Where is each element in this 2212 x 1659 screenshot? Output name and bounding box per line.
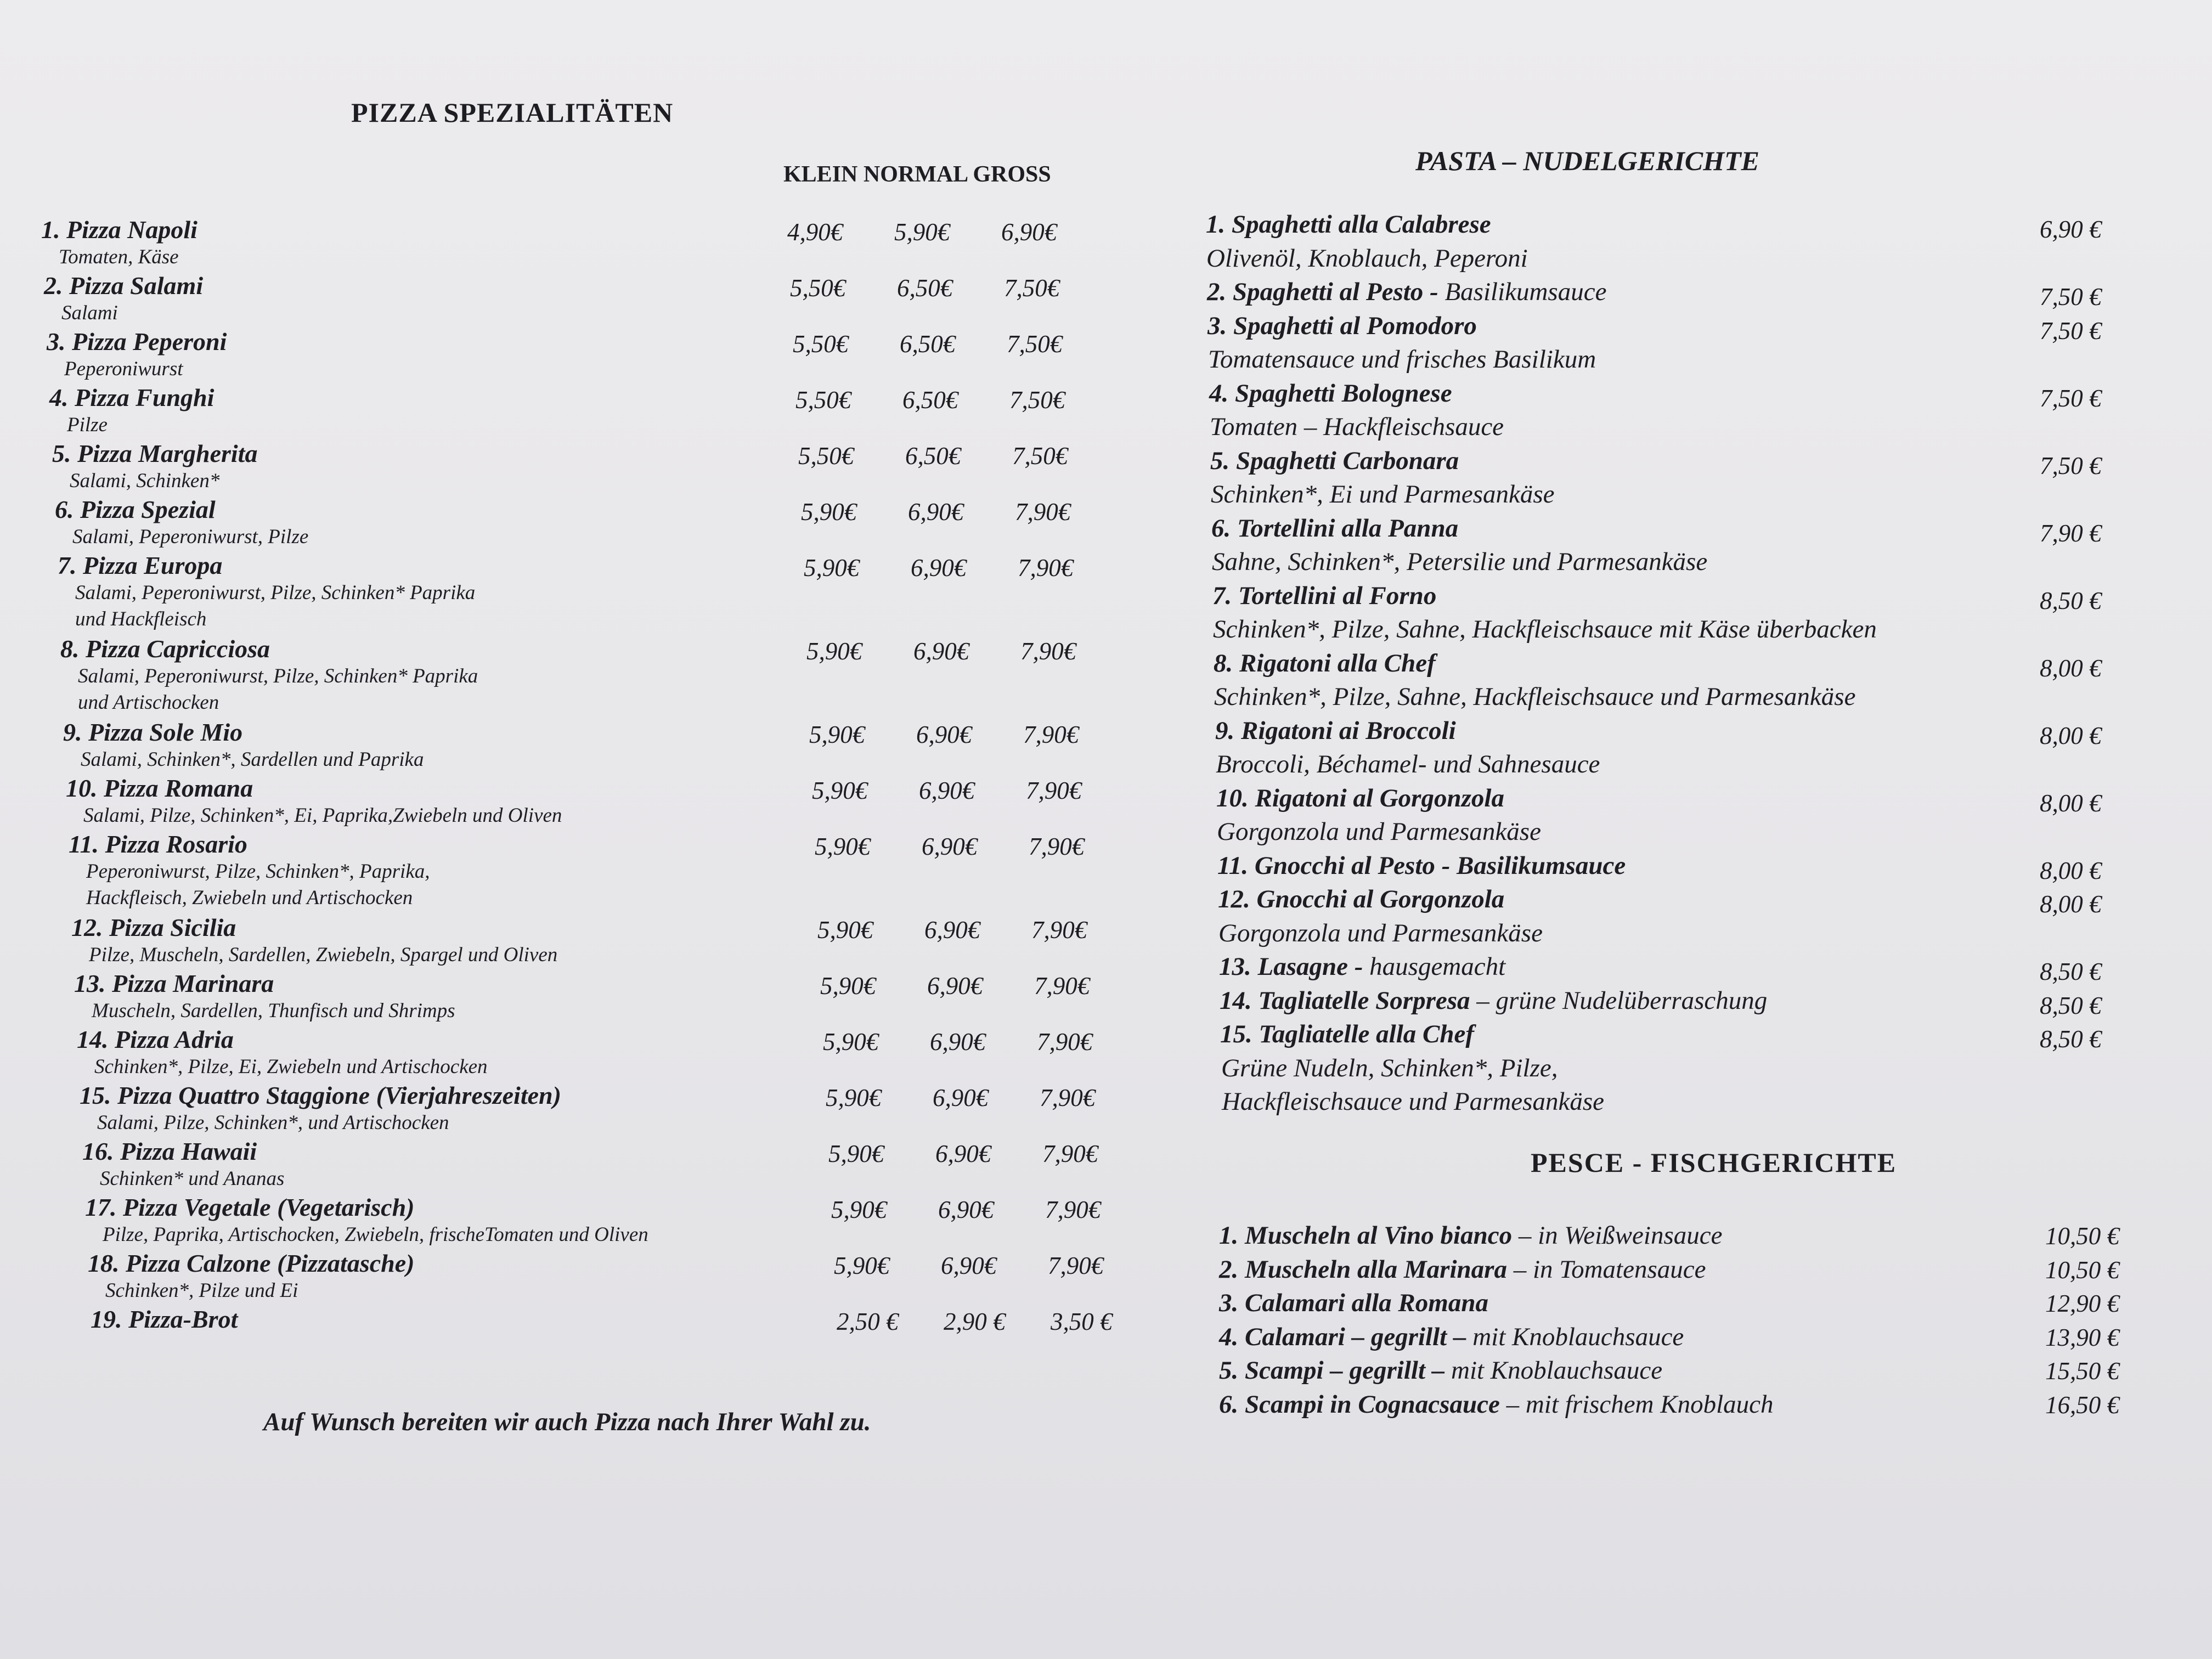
pasta-item-price: 7,90 € [2040, 519, 2102, 547]
pizza-item-description: Salami, Pilze, Schinken*, und Artischocken [97, 1111, 449, 1134]
pasta-item-name: 2. Spaghetti al Pesto - [1207, 278, 1438, 306]
pizza-item-price: 5,90€ [828, 1140, 884, 1167]
pasta-item [1209, 379, 1452, 408]
pizza-item-name: 19. Pizza-Brot [91, 1305, 238, 1333]
pasta-item-price: 8,50 € [2040, 1025, 2102, 1053]
pizza-item-price: 5,90€ [815, 833, 871, 860]
pasta-item-price: 8,00 € [2040, 789, 2102, 817]
pasta-item-price: 8,50 € [2040, 991, 2102, 1019]
pasta-item-price: 7,50 € [2040, 384, 2102, 412]
pesce-section-title: PESCE - FISCHGERICHTE [1531, 1147, 1897, 1178]
pasta-item-name: 1. Spaghetti alla Calabrese [1206, 210, 1491, 239]
pizza-item-price: 6,90€ [935, 1140, 991, 1167]
pasta-item [1219, 952, 1505, 981]
pizza-item-price: 6,90€ [941, 1252, 997, 1279]
pasta-item-price: 6,90 € [2040, 216, 2102, 243]
pizza-item-price: 7,90€ [1023, 721, 1079, 748]
pesce-item-note: – in Tomatensauce [1506, 1255, 1706, 1284]
pasta-item-price: 8,00 € [2040, 721, 2102, 749]
pizza-item-price: 5,50€ [795, 386, 851, 414]
pizza-item-description: Salami, Peperoniwurst, Pilze, Schinken* Paprika [78, 665, 478, 687]
pizza-item-price: 7,50€ [1007, 330, 1063, 358]
pizza-item-name: 12. Pizza Sicilia [71, 913, 236, 941]
pesce-item-name: 6. Scampi in Cognacsauce [1219, 1390, 1500, 1419]
pizza-item-description: Schinken*, Pilze, Ei, Zwiebeln und Artischocken [94, 1056, 488, 1078]
pasta-item-name: 10. Rigatoni al Gorgonzola [1216, 783, 1504, 812]
pasta-item-description: Tomaten – Hackfleischsauce [1210, 413, 1504, 441]
pizza-item-price: 5,50€ [790, 274, 846, 302]
pizza-item-description: und Artischocken [78, 691, 219, 714]
pizza-item-price: 7,50€ [1004, 274, 1060, 302]
pasta-item [1206, 210, 1491, 239]
pasta-item-name: 4. Spaghetti Bolognese [1209, 379, 1452, 408]
pizza-item-description: Salami, Schinken*, Sardellen und Paprika [81, 748, 424, 771]
pizza-item-name: 11. Pizza Rosario [69, 830, 247, 858]
pizza-item-price: 6,90€ [908, 498, 964, 526]
pesce-item-price: 13,90 € [2045, 1323, 2119, 1351]
pizza-item-price: 6,90€ [927, 972, 983, 1000]
pesce-item-name: 1. Muscheln al Vino bianco [1219, 1221, 1513, 1250]
pizza-item-price: 6,90€ [930, 1028, 986, 1056]
pesce-item-price: 15,50 € [2045, 1357, 2119, 1385]
pizza-item-description: Salami [61, 302, 118, 324]
pizza-item-name: 6. Pizza Spezial [55, 495, 216, 523]
pizza-item-price: 6,50€ [902, 386, 958, 414]
pizza-item-price: 7,90€ [1018, 554, 1074, 582]
pasta-item [1207, 277, 1606, 307]
pizza-item-name: 4. Pizza Funghi [49, 383, 215, 411]
pizza-item-price: 6,90€ [913, 637, 969, 665]
col-normal: NORMAL [863, 162, 967, 187]
pasta-item-description: Broccoli, Béchamel- und Sahnesauce [1216, 750, 1600, 778]
pizza-item-price: 5,90€ [834, 1252, 890, 1279]
pasta-section-title: PASTA – NUDELGERICHTE [1415, 145, 1759, 176]
pizza-item-price: 7,90€ [1037, 1028, 1093, 1056]
pizza-item-price: 6,50€ [900, 330, 956, 358]
pasta-item-name: 12. Gnocchi al Gorgonzola [1218, 885, 1505, 913]
pasta-item-price: 8,00 € [2040, 654, 2102, 682]
pizza-item-price: 5,90€ [831, 1196, 887, 1223]
pizza-item-price: 5,90€ [823, 1028, 879, 1056]
pizza-item-description: Pilze, Muscheln, Sardellen, Zwiebeln, Spargel und Oliven [89, 944, 558, 966]
pizza-item-price: 5,90€ [806, 637, 862, 665]
pizza-item-description: Peperoniwurst [64, 358, 183, 380]
pesce-item-note: mit Knoblauchsauce [1466, 1322, 1684, 1351]
pasta-item-description: Sahne, Schinken*, Petersilie und Parmesankäse [1212, 548, 1708, 576]
pizza-item-name: 1. Pizza Napoli [41, 216, 198, 244]
pasta-item-description: Schinken*, Pilze, Sahne, Hackfleischsauce und Parmesankäse [1214, 682, 1856, 711]
pizza-item-price: 5,90€ [809, 721, 865, 748]
pasta-item [1216, 783, 1504, 813]
pizza-item-price: 2,50 € [837, 1308, 899, 1335]
pasta-item-price: 7,50 € [2040, 452, 2102, 479]
pesce-item-name: 4. Calamari – gegrillt – [1219, 1322, 1466, 1351]
pasta-item-name: 15. Tagliatelle alla Chef [1220, 1020, 1475, 1048]
col-klein: KLEIN [783, 162, 858, 187]
pizza-item-price: 5,90€ [817, 916, 873, 944]
pizza-item-name: 15. Pizza Quattro Staggione (Vierjahreszeiten) [80, 1081, 561, 1109]
pasta-item-price: 7,50 € [2040, 283, 2102, 311]
pasta-item-note: – grüne Nudelüberraschung [1470, 986, 1768, 1015]
pesce-item-price: 10,50 € [2045, 1222, 2119, 1250]
pesce-item-price: 12,90 € [2045, 1290, 2119, 1317]
pasta-item-description: Schinken*, Ei und Parmesankäse [1211, 480, 1555, 509]
pizza-item-description: Schinken* und Ananas [100, 1167, 285, 1190]
pasta-item-description: Grüne Nudeln, Schinken*, Pilze, [1221, 1053, 1558, 1082]
pizza-item-price: 7,90€ [1031, 916, 1087, 944]
pizza-item-description: Muscheln, Sardellen, Thunfisch und Shrimps [92, 1000, 455, 1022]
pasta-item-price: 8,00 € [2040, 890, 2102, 918]
pizza-item-description: Salami, Peperoniwurst, Pilze [72, 526, 309, 548]
pesce-item-name: 3. Calamari alla Romana [1219, 1289, 1488, 1317]
col-gross: GROSS [973, 162, 1051, 187]
pizza-item-price: 4,90€ [787, 218, 843, 246]
pizza-item-name: 10. Pizza Romana [66, 774, 253, 802]
pasta-item-note: hausgemacht [1363, 952, 1506, 981]
pizza-item-price: 6,90€ [938, 1196, 994, 1223]
pizza-footnote: Auf Wunsch bereiten wir auch Pizza nach Ihrer Wahl zu. [263, 1408, 871, 1436]
pasta-item-name: 3. Spaghetti al Pomodoro [1207, 311, 1477, 340]
pasta-item-name: 9. Rigatoni ai Broccoli [1215, 716, 1456, 745]
pasta-item-description: Olivenöl, Knoblauch, Peperoni [1206, 244, 1528, 273]
pesce-item-name: 5. Scampi – gegrillt – [1219, 1356, 1445, 1385]
pasta-item [1220, 986, 1767, 1015]
pesce-item [1219, 1255, 1706, 1284]
pizza-item-description: Schinken*, Pilze und Ei [105, 1279, 298, 1302]
pasta-item-description: Tomatensauce und frisches Basilikum [1208, 345, 1596, 374]
pizza-item-name: 7. Pizza Europa [58, 551, 223, 579]
pasta-item-price: 7,50 € [2040, 317, 2102, 345]
pasta-item [1220, 1019, 1474, 1049]
pizza-item-price: 5,90€ [894, 218, 950, 246]
pasta-item-name: 11. Gnocchi al Pesto - Basilikumsauce [1217, 851, 1626, 880]
pesce-item-price: 16,50 € [2045, 1391, 2119, 1419]
pizza-item-price: 7,50€ [1009, 386, 1065, 414]
pizza-item-description: Salami, Pilze, Schinken*, Ei, Paprika,Zwiebeln und Oliven [83, 804, 562, 827]
pizza-item-price: 5,90€ [826, 1084, 882, 1111]
pizza-item-description: Peperoniwurst, Pilze, Schinken*, Paprika, [86, 860, 430, 883]
pizza-item-description: Salami, Schinken* [70, 470, 220, 492]
pasta-item [1217, 851, 1626, 881]
pizza-item-price: 6,50€ [905, 442, 961, 470]
pesce-item [1219, 1288, 1488, 1318]
pizza-item-price: 6,90€ [1001, 218, 1057, 246]
pasta-item [1210, 446, 1459, 476]
pizza-item-price: 7,90€ [1026, 777, 1082, 804]
pizza-item-price: 5,90€ [801, 498, 857, 526]
pasta-item-description: Gorgonzola und Parmesankäse [1218, 918, 1543, 947]
pesce-item [1219, 1322, 1684, 1352]
pizza-item-price: 7,90€ [1048, 1252, 1104, 1279]
pizza-item-price: 3,50 € [1051, 1308, 1113, 1335]
pasta-item-name: 13. Lasagne - [1219, 952, 1363, 981]
pizza-item-description: und Hackfleisch [75, 608, 207, 630]
pesce-item-price: 10,50 € [2045, 1256, 2119, 1284]
pizza-item-name: 2. Pizza Salami [44, 272, 204, 300]
pasta-item-price: 8,50 € [2040, 958, 2102, 985]
pizza-item-description: Pilze, Paprika, Artischocken, Zwiebeln, frischeTomaten und Oliven [103, 1223, 648, 1246]
pizza-item-name: 8. Pizza Capricciosa [60, 635, 270, 663]
pasta-item-name: 6. Tortellini alla Panna [1211, 514, 1459, 543]
pizza-item-description: Hackfleisch, Zwiebeln und Artischocken [86, 887, 413, 909]
pasta-item [1214, 648, 1436, 678]
pesce-item-note: mit Knoblauchsauce [1444, 1356, 1663, 1385]
pesce-item [1219, 1221, 1722, 1250]
pizza-item-name: 16. Pizza Hawaii [82, 1137, 257, 1165]
pizza-item-price: 7,90€ [1015, 498, 1071, 526]
pizza-item-price: 7,90€ [1020, 637, 1076, 665]
pesce-item [1219, 1390, 1774, 1419]
pizza-item-price: 7,90€ [1040, 1084, 1096, 1111]
pasta-item-price: 8,50 € [2040, 586, 2102, 614]
pizza-item-price: 6,90€ [933, 1084, 989, 1111]
pizza-item-price: 7,90€ [1029, 833, 1085, 860]
pasta-item [1207, 311, 1477, 341]
pizza-item-price: 6,90€ [916, 721, 972, 748]
pizza-item-price: 2,90 € [944, 1308, 1006, 1335]
pasta-item [1215, 716, 1456, 746]
pesce-item-name: 2. Muscheln alla Marinara [1219, 1255, 1507, 1284]
pizza-item-price: 5,90€ [820, 972, 876, 1000]
pasta-item-name: 14. Tagliatelle Sorpresa [1220, 986, 1470, 1015]
pasta-item-name: 5. Spaghetti Carbonara [1210, 446, 1459, 475]
pizza-item-price: 5,50€ [798, 442, 854, 470]
pizza-item-name: 14. Pizza Adria [77, 1025, 234, 1053]
pizza-item-price: 6,90€ [919, 777, 975, 804]
pizza-item-price: 5,50€ [793, 330, 849, 358]
pizza-item-description: Pilze [67, 414, 108, 436]
pasta-item-note: Basilikumsauce [1438, 278, 1607, 306]
pizza-item-name: 18. Pizza Calzone (Pizzatasche) [88, 1249, 415, 1277]
pasta-item-description: Hackfleischsauce und Parmesankäse [1222, 1087, 1604, 1116]
pasta-item-name: 7. Tortellini al Forno [1212, 581, 1437, 610]
pizza-item-price: 7,90€ [1034, 972, 1090, 1000]
pizza-item-price: 6,90€ [924, 916, 980, 944]
pizza-item-name: 17. Pizza Vegetale (Vegetarisch) [85, 1193, 415, 1221]
pizza-item-price: 6,50€ [897, 274, 953, 302]
pizza-item-price: 7,90€ [1045, 1196, 1101, 1223]
pasta-item-name: 8. Rigatoni alla Chef [1214, 648, 1436, 678]
pizza-item-description: Salami, Peperoniwurst, Pilze, Schinken* Paprika [75, 582, 476, 604]
pasta-item-price: 8,00 € [2040, 856, 2102, 884]
pasta-item [1218, 884, 1504, 914]
pizza-item-description: Tomaten, Käse [59, 246, 179, 268]
pasta-item [1211, 514, 1458, 543]
pizza-item-price: 5,90€ [812, 777, 868, 804]
pasta-item-description: Schinken*, Pilze, Sahne, Hackfleischsauce mit Käse überbacken [1213, 615, 1877, 644]
pizza-item-price: 6,90€ [911, 554, 967, 582]
pizza-item-price: 7,90€ [1042, 1140, 1098, 1167]
pizza-item-price: 6,90€ [922, 833, 978, 860]
pesce-item [1219, 1356, 1662, 1385]
pizza-item-name: 9. Pizza Sole Mio [63, 718, 243, 746]
pizza-item-price: 7,50€ [1012, 442, 1068, 470]
pasta-item-description: Gorgonzola und Parmesankäse [1217, 817, 1541, 846]
pizza-item-name: 5. Pizza Margherita [52, 439, 258, 467]
pizza-item-price: 5,90€ [804, 554, 860, 582]
pizza-section-title: PIZZA SPEZIALITÄTEN [351, 97, 674, 128]
pizza-item-name: 3. Pizza Peperoni [47, 328, 227, 356]
pesce-item-note: – in Weißweinsauce [1512, 1221, 1723, 1250]
size-column-headers [783, 161, 1051, 188]
pesce-item-note: – mit frischem Knoblauch [1499, 1390, 1774, 1419]
pizza-item-name: 13. Pizza Marinara [74, 969, 274, 997]
pasta-item [1212, 581, 1436, 611]
